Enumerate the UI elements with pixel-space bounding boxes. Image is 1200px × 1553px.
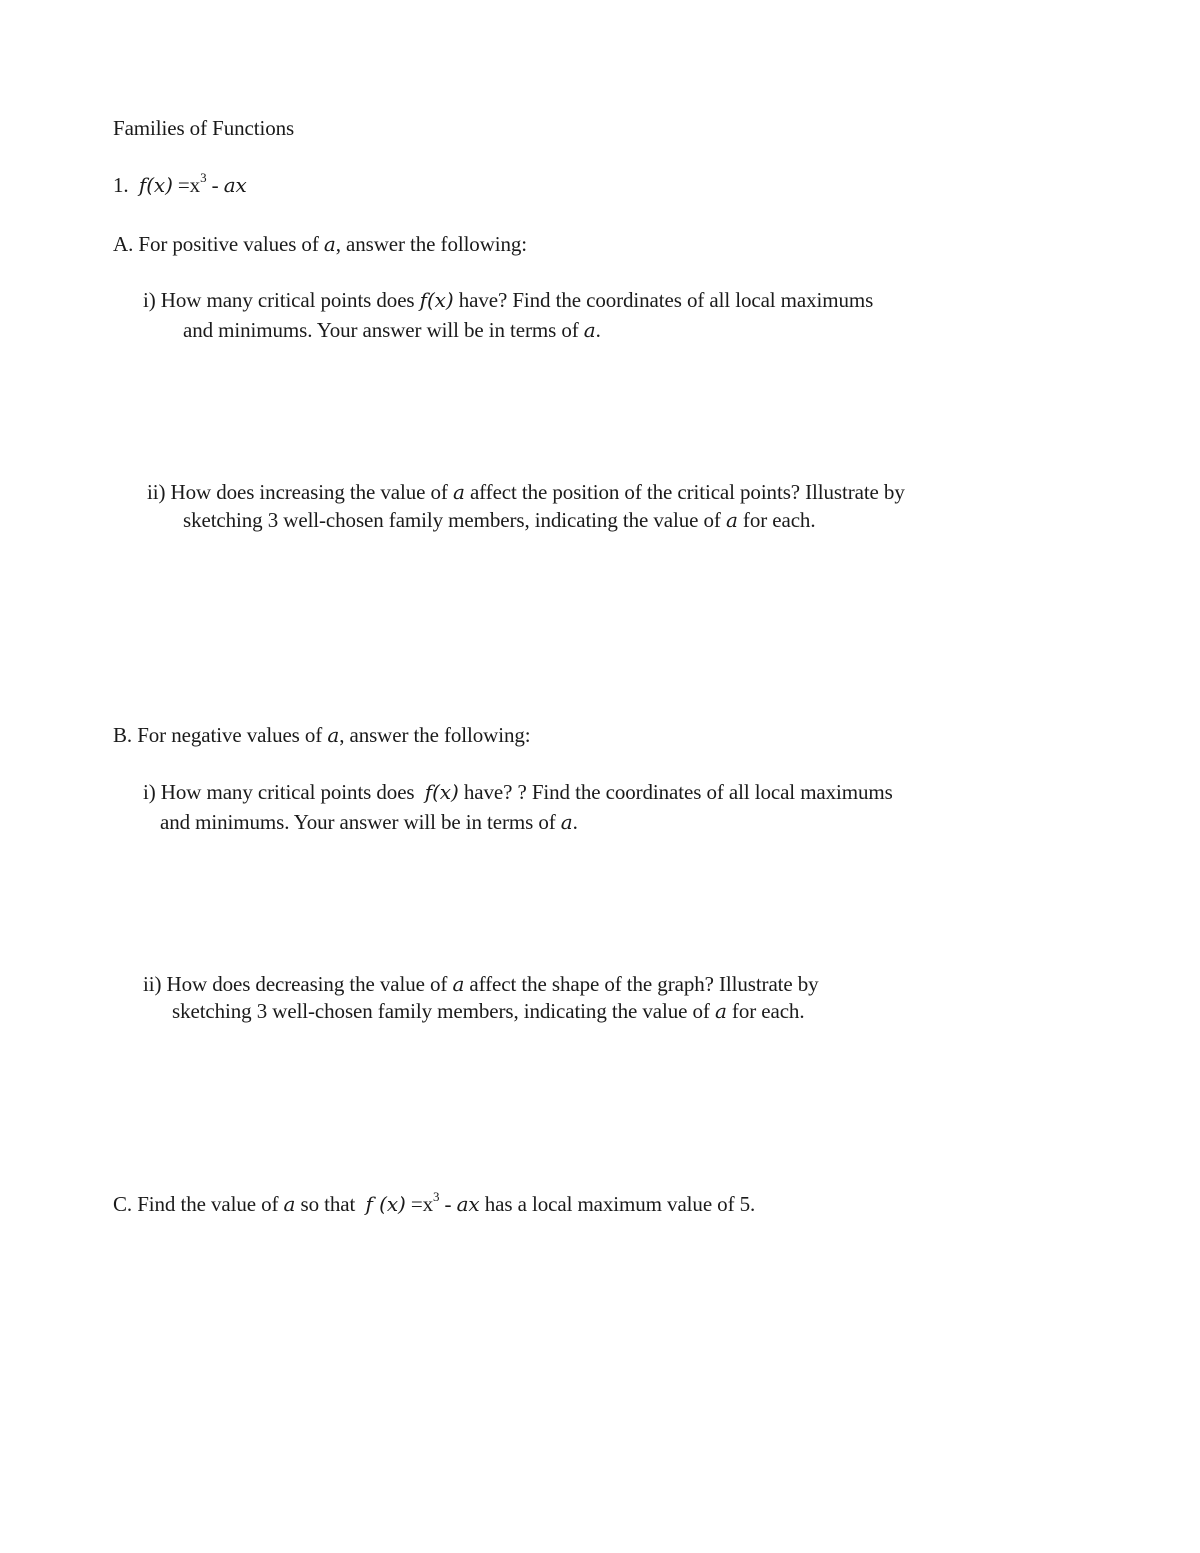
minus-sign: - (206, 173, 224, 197)
variable-a: a (283, 1192, 296, 1216)
part-c-statement (113, 1190, 755, 1219)
part-b-ii-pre: ii) How does decreasing the value of (143, 972, 453, 996)
part-b-heading-post: , answer the following: (339, 723, 531, 747)
part-a-i-line2-pre: and minimums. Your answer will be in terms of (183, 318, 584, 342)
ax-term: ax (456, 1192, 480, 1216)
part-b-ii-line2 (172, 997, 804, 1026)
function-argument: (x) (432, 780, 459, 804)
part-a-i-line2 (183, 316, 601, 345)
variable-a: a (452, 972, 465, 996)
part-a-ii-post: affect the position of the critical points? Illustrate by (464, 480, 905, 504)
problem-number: 1. (113, 173, 129, 197)
part-b-ii-post: affect the shape of the graph? Illustrate by (464, 972, 819, 996)
part-a-ii-line1 (147, 478, 905, 507)
part-b-i-line2-pre: and minimums. Your answer will be in terms of (160, 810, 561, 834)
document-title (113, 114, 294, 143)
function-argument: (x) (372, 1192, 406, 1216)
part-b-heading (113, 721, 531, 750)
part-b-ii-line2-pre: sketching 3 well-chosen family members, indicating the value of (172, 999, 715, 1023)
part-a-i-post: have? Find the coordinates of all local maximums (453, 288, 874, 312)
function-argument: (x) (146, 173, 173, 197)
part-b-heading-pre: B. For negative values of (113, 723, 328, 747)
part-b-i-pre: i) How many critical points does (143, 780, 425, 804)
part-c-mid: so that (295, 1192, 366, 1216)
part-a-ii-line2 (183, 506, 815, 535)
part-b-ii-line2-post: for each. (726, 999, 805, 1023)
part-a-ii-line2-post: for each. (737, 508, 816, 532)
period: . (572, 810, 578, 834)
variable-a: a (327, 723, 340, 747)
part-a-heading-pre: A. For positive values of (113, 232, 324, 256)
function-symbol: f (365, 1192, 373, 1216)
part-a-i-pre: i) How many critical points does (143, 288, 420, 312)
function-symbol: f (419, 288, 427, 312)
title-text: Families of Functions (113, 116, 295, 140)
variable-a: a (560, 810, 573, 834)
exponent: 3 (200, 170, 207, 185)
equals-x: =x (405, 1192, 433, 1216)
part-b-i-line1 (143, 778, 893, 807)
part-b-i-line2 (160, 808, 578, 837)
function-symbol: f (424, 780, 433, 804)
variable-a: a (714, 999, 727, 1023)
function-argument: (x) (426, 288, 454, 312)
part-b-i-post: have? ? Find the coordinates of all local maximums (458, 780, 893, 804)
minus-sign: - (439, 1192, 457, 1216)
variable-a: a (725, 508, 738, 532)
period: . (595, 318, 601, 342)
variable-a: a (583, 318, 596, 342)
exponent: 3 (433, 1189, 440, 1204)
function-symbol: f (138, 173, 147, 197)
variable-a: a (323, 232, 336, 256)
part-a-ii-pre: ii) How does increasing the value of (147, 480, 453, 504)
problem-1-statement (113, 171, 247, 200)
part-c-post: has a local maximum value of 5. (479, 1192, 756, 1216)
part-a-ii-line2-pre: sketching 3 well-chosen family members, indicating the value of (183, 508, 726, 532)
part-a-i-line1 (143, 286, 873, 315)
equals-x: =x (172, 173, 201, 197)
part-a-heading-post: , answer the following: (335, 232, 528, 256)
part-a-heading (113, 230, 527, 259)
part-c-pre: C. Find the value of (113, 1192, 284, 1216)
part-b-ii-line1 (143, 970, 819, 999)
variable-a: a (452, 480, 465, 504)
ax-term: ax (223, 173, 247, 197)
